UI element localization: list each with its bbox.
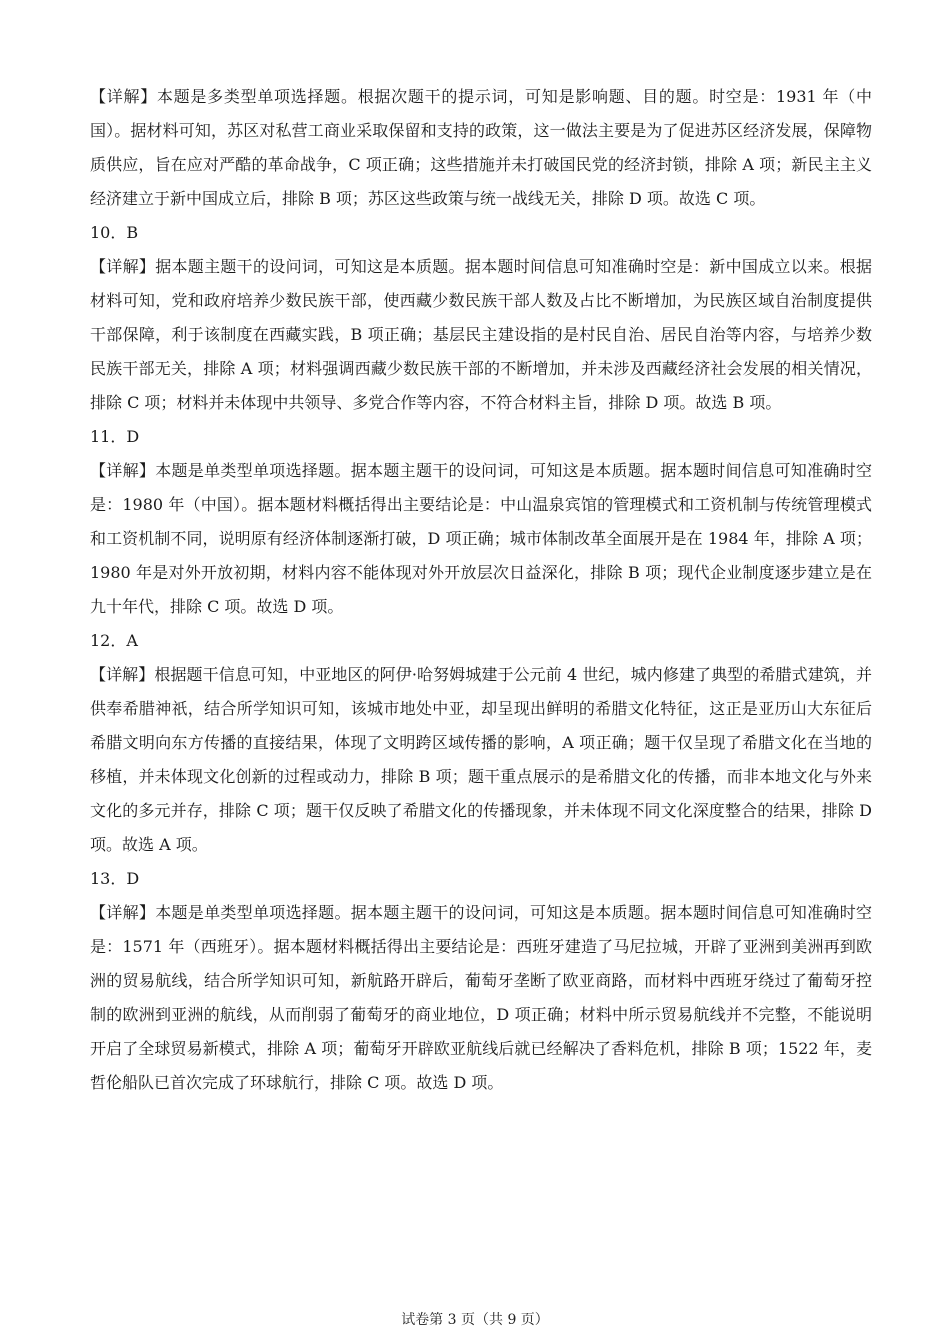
answer-number: 11．D xyxy=(90,427,140,446)
explanation-text: 【详解】根据题干信息可知，中亚地区的阿伊·哈努姆城建于公元前 4 世纪，城内修建了典型的希腊式建筑，并供奉希腊神祇，结合所学知识可知，该城市地处中亚，却呈现出鲜明的希腊文化特征，这正是亚历山大东征后希腊文明向东方传播的直接结果，体现了文明跨区域传播的影响，A 项正确；题干仅呈现了希腊文化在当地的移植，并未体现文化创新的过程或动力，排除 B 项；题干重点展示的是希腊文化的传播，而非本地文化与外来文化的多元并存，排除 C 项；题干仅反映了希腊文化的传播现象，并未体现不同文化深度整合的结果，排除 D 项。故选 A 项。 xyxy=(90,665,872,854)
answer-number: 12．A xyxy=(90,631,138,650)
explanation-text: 【详解】本题是多类型单项选择题。根据次题干的提示词，可知是影响题、目的题。时空是：1931 年（中国）。据材料可知，苏区对私营工商业采取保留和支持的政策，这一做法主要是为了促进苏区经济发展，保障物质供应，旨在应对严酷的革命战争，C 项正确；这些措施并未打破国民党的经济封锁，排除 A 项；新民主主义经济建立于新中国成立后，排除 B 项；苏区这些政策与统一战线无关，排除 D 项。故选 C 项。 xyxy=(90,87,872,208)
explanation-text: 【详解】本题是单类型单项选择题。据本题主题干的设问词，可知这是本质题。据本题时间信息可知准确时空是：1980 年（中国）。据本题材料概括得出主要结论是：中山温泉宾馆的管理模式和工资机制与传统管理模式和工资机制不同，说明原有经济体制逐渐打破，D 项正确；城市体制改革全面展开是在 1984 年，排除 A 项；1980 年是对外开放初期，材料内容不能体现对外开放层次日益深化，排除 B 项；现代企业制度逐步建立是在九十年代，排除 C 项。故选 D 项。 xyxy=(90,461,872,616)
answer-number: 13．D xyxy=(90,869,140,888)
explanation-list xyxy=(90,80,872,1100)
page-footer: 试卷第 3 页（共 9 页） xyxy=(401,1312,549,1328)
explanation-text: 【详解】据本题主题干的设问词，可知这是本质题。据本题时间信息可知准确时空是：新中国成立以来。根据材料可知，党和政府培养少数民族干部，使西藏少数民族干部人数及占比不断增加，为民族区域自治制度提供干部保障，利于该制度在西藏实践，B 项正确；基层民主建设指的是村民自治、居民自治等内容，与培养少数民族干部无关，排除 A 项；材料强调西藏少数民族干部的不断增加，并未涉及西藏经济社会发展的相关情况，排除 C 项；材料并未体现中共领导、多党合作等内容，不符合材料主旨，排除 D 项。故选 B 项。 xyxy=(90,257,872,412)
answer-number: 10．B xyxy=(90,223,139,242)
explanation-text: 【详解】本题是单类型单项选择题。据本题主题干的设问词，可知这是本质题。据本题时间信息可知准确时空是：1571 年（西班牙）。据本题材料概括得出主要结论是：西班牙建造了马尼拉城，开辟了亚洲到美洲再到欧洲的贸易航线，结合所学知识可知，新航路开辟后，葡萄牙垄断了欧亚商路，而材料中西班牙绕过了葡萄牙控制的欧洲到亚洲的航线，从而削弱了葡萄牙的商业地位，D 项正确；材料中所示贸易航线并不完整，不能说明开启了全球贸易新模式，排除 A 项；葡萄牙开辟欧亚航线后就已经解决了香料危机，排除 B 项；1522 年，麦哲伦船队已首次完成了环球航行，排除 C 项。故选 D 项。 xyxy=(90,903,872,1092)
